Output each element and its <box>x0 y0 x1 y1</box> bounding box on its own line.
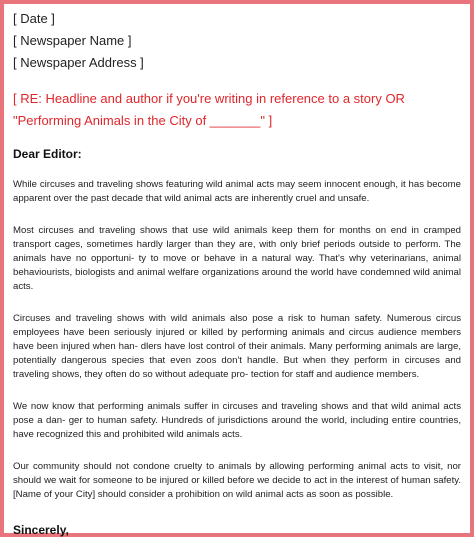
date-placeholder: [ Date ] <box>13 11 55 26</box>
letter-body <box>13 8 461 538</box>
salutation: Dear Editor: <box>13 147 82 161</box>
newspaper-name-placeholder: [ Newspaper Name ] <box>13 33 132 48</box>
paragraph-1: While circuses and traveling shows featuring wild animal acts may seem innocent enough, it has become apparent over the past decade that wild animal acts are inherently cruel and unsafe. <box>13 179 461 204</box>
paragraph-5: Our community should not condone cruelty to animals by allowing performing animal acts to visit, nor should we wait for someone to be injured or killed before we decide to act in the interest of human safety. [Name of your City] should consider a prohibition on wild animal acts as soon as possible. <box>13 461 461 500</box>
closing: Sincerely, <box>13 523 69 537</box>
paragraph-3: Circuses and traveling shows with wild animals also pose a risk to human safety. Numerous circus employees have been seriously injured or killed by performing animals and circus audience members have been injured when han- dlers have lost control of their animals. Many performing animals are large, potentially dangerous species that even zoos don't handle. But when they perform in circuses and traveling shows, they often do so without adequate pro- tection for staff and audience members. <box>13 313 461 380</box>
newspaper-address-placeholder: [ Newspaper Address ] <box>13 55 144 70</box>
paragraph-4: We now know that performing animals suffer in circuses and traveling shows and that wild animal acts pose a dan- ger to human safety. Hundreds of jurisdictions around the world, including entire countries, have recognized this and prohibited wild animals acts. <box>13 401 461 440</box>
paragraph-2: Most circuses and traveling shows that use wild animals keep them for months on end in cramped transport cages, sometimes hardly larger than they are, with only brief periods outside to perform. The animals have no opportuni- ty to move or behave in a natural way. That's why veterinarians, animal behaviourists, biologists and animal welfare organizations around the world have condemned wild animal acts. <box>13 225 461 292</box>
reference-line: [ RE: Headline and author if you're writing in reference to a story OR "Performing Animals in the City of _______" ] <box>13 91 405 128</box>
